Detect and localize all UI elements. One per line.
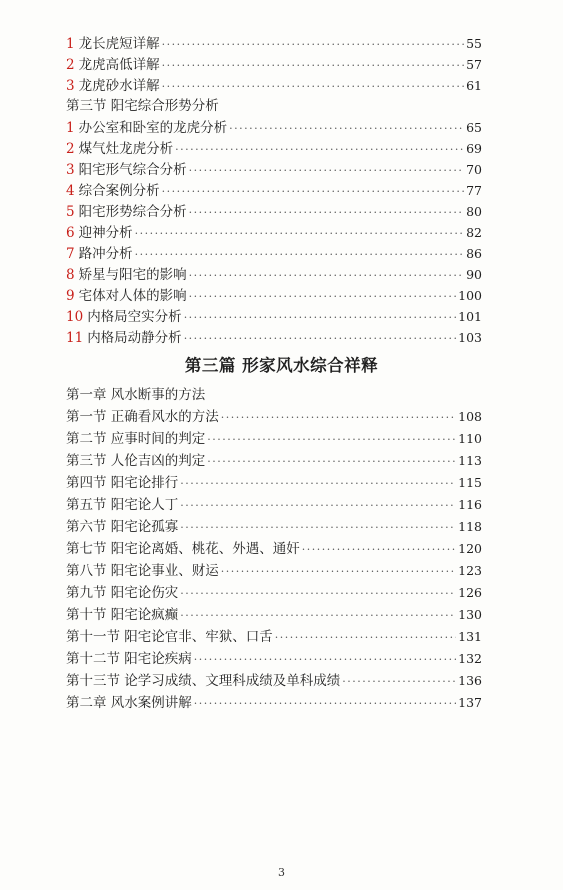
entry-page: 77 [466, 183, 482, 198]
dot-leader [302, 539, 456, 560]
entry-title: 第十一节 阳宅论官非、牢狱、口舌 [66, 629, 273, 645]
entry-title: 第四节 阳宅论排行 [66, 475, 179, 491]
toc-entry[interactable] [66, 243, 482, 264]
toc-entry[interactable] [66, 450, 482, 471]
section-heading[interactable]: 第三节 阳宅综合形势分析 [66, 98, 219, 114]
toc-entry[interactable] [66, 428, 482, 449]
entry-page: 130 [458, 607, 482, 622]
dot-leader [180, 495, 456, 516]
toc-entry[interactable] [66, 180, 482, 201]
dot-leader [162, 34, 465, 55]
toc-entry[interactable] [66, 285, 482, 306]
entry-page: 118 [458, 519, 482, 534]
entry-number: 6 [66, 225, 75, 241]
page-number: 3 [278, 866, 285, 879]
entry-page: 137 [458, 695, 482, 710]
entry-title: 阳宅形势综合分析 [78, 204, 187, 220]
entry-number: 2 [66, 57, 75, 73]
dot-leader [180, 517, 456, 538]
entry-page: 82 [466, 225, 482, 240]
toc-entry[interactable] [66, 582, 482, 603]
dot-leader [180, 473, 456, 494]
toc-entry[interactable] [66, 604, 482, 625]
entry-number: 2 [66, 141, 75, 157]
part-title[interactable]: 第三篇 形家风水综合祥释 [184, 356, 379, 375]
entry-title: 第二节 应事时间的判定 [66, 431, 206, 447]
toc-entry[interactable] [66, 117, 482, 138]
entry-title: 第五节 阳宅论人丁 [66, 497, 179, 513]
toc-entry[interactable] [66, 560, 482, 581]
toc-entry[interactable] [66, 138, 482, 159]
entry-title: 迎神分析 [78, 225, 133, 241]
dot-leader [184, 307, 456, 328]
dot-leader [194, 693, 456, 714]
toc-entry[interactable] [66, 692, 482, 713]
entry-page: 136 [458, 673, 482, 688]
entry-number: 3 [66, 78, 75, 94]
entry-title: 第八节 阳宅论事业、财运 [66, 563, 219, 579]
entry-title: 第十节 阳宅论疯癫 [66, 607, 179, 623]
entry-title: 第六节 阳宅论孤寡 [66, 519, 179, 535]
toc-entry[interactable] [66, 327, 482, 348]
entry-number: 1 [66, 120, 75, 136]
dot-leader [175, 139, 464, 160]
toc-entry[interactable] [66, 670, 482, 691]
entry-number: 8 [66, 267, 75, 283]
entry-page: 70 [466, 162, 482, 177]
dot-leader [189, 202, 465, 223]
entry-page: 57 [466, 57, 482, 72]
entry-page: 86 [466, 246, 482, 261]
dot-leader [180, 605, 456, 626]
dot-leader [189, 265, 465, 286]
entry-title: 矫星与阳宅的影响 [78, 267, 187, 283]
entry-title: 阳宅形气综合分析 [78, 162, 187, 178]
dot-leader [207, 429, 456, 450]
entry-page: 90 [466, 267, 482, 282]
dot-leader [180, 583, 456, 604]
entry-number: 1 [66, 36, 75, 52]
entry-page: 113 [458, 453, 482, 468]
entry-title: 第三节 人伦吉凶的判定 [66, 453, 206, 469]
dot-leader [189, 160, 465, 181]
dot-leader [162, 181, 465, 202]
entry-title: 第十二节 阳宅论疾病 [66, 651, 192, 667]
toc-entry[interactable] [66, 626, 482, 647]
entry-number: 3 [66, 162, 75, 178]
dot-leader [194, 649, 456, 670]
entry-page: 101 [458, 309, 482, 324]
entry-title: 龙虎高低详解 [78, 57, 160, 73]
dot-leader [162, 76, 465, 97]
toc-entry[interactable] [66, 648, 482, 669]
entry-page: 80 [466, 204, 482, 219]
entry-page: 55 [466, 36, 482, 51]
dot-leader [207, 451, 456, 472]
toc-entry[interactable] [66, 538, 482, 559]
toc-entry[interactable] [66, 306, 482, 327]
entry-title: 第二章 风水案例讲解 [66, 695, 192, 711]
entry-page: 123 [458, 563, 482, 578]
entry-number: 4 [66, 183, 75, 199]
dot-leader [135, 223, 465, 244]
entry-title: 内格局动静分析 [87, 330, 182, 346]
toc-entry[interactable] [66, 494, 482, 515]
dot-leader [342, 671, 456, 692]
entry-title: 第九节 阳宅论伤灾 [66, 585, 179, 601]
toc-entry[interactable] [66, 222, 482, 243]
entry-page: 61 [466, 78, 482, 93]
entry-number: 10 [66, 309, 84, 325]
entry-title: 综合案例分析 [78, 183, 160, 199]
entry-page: 132 [458, 651, 482, 666]
toc-entry[interactable] [66, 264, 482, 285]
dot-leader [135, 244, 465, 265]
dot-leader [275, 627, 456, 648]
dot-leader [189, 286, 457, 307]
entry-page: 69 [466, 141, 482, 156]
entry-title: 第十三节 论学习成绩、文理科成绩及单科成绩 [66, 673, 341, 689]
entry-page: 108 [458, 409, 482, 424]
toc-entry[interactable] [66, 159, 482, 180]
entry-title: 第七节 阳宅论离婚、桃花、外遇、通奸 [66, 541, 300, 557]
entry-title: 龙长虎短详解 [78, 36, 160, 52]
entry-title: 第一节 正确看风水的方法 [66, 409, 219, 425]
entry-title: 宅体对人体的影响 [78, 288, 187, 304]
chapter-heading[interactable]: 第一章 风水断事的方法 [66, 387, 206, 403]
dot-leader [162, 55, 465, 76]
dot-leader [221, 561, 456, 582]
entry-page: 126 [458, 585, 482, 600]
dot-leader [184, 328, 456, 349]
toc-entry[interactable] [66, 54, 482, 75]
entry-title: 龙虎砂水详解 [78, 78, 160, 94]
entry-page: 65 [466, 120, 482, 135]
dot-leader [221, 407, 456, 428]
entry-number: 5 [66, 204, 75, 220]
toc-entry[interactable] [66, 33, 482, 54]
entry-page: 116 [458, 497, 482, 512]
entry-title: 路冲分析 [78, 246, 133, 262]
entry-number: 7 [66, 246, 75, 262]
entry-number: 11 [66, 330, 84, 346]
toc-entry[interactable] [66, 516, 482, 537]
dot-leader [229, 118, 464, 139]
entry-page: 110 [458, 431, 482, 446]
toc-entry[interactable] [66, 406, 482, 427]
entry-number: 9 [66, 288, 75, 304]
entry-page: 120 [458, 541, 482, 556]
entry-title: 办公室和卧室的龙虎分析 [78, 120, 228, 136]
entry-title: 内格局空实分析 [87, 309, 182, 325]
toc-entry[interactable] [66, 472, 482, 493]
entry-page: 115 [458, 475, 482, 490]
entry-page: 103 [458, 330, 482, 345]
toc-entry[interactable] [66, 201, 482, 222]
entry-page: 100 [458, 288, 482, 303]
toc-entry[interactable] [66, 75, 482, 96]
entry-page: 131 [458, 629, 482, 644]
entry-title: 煤气灶龙虎分析 [78, 141, 174, 157]
